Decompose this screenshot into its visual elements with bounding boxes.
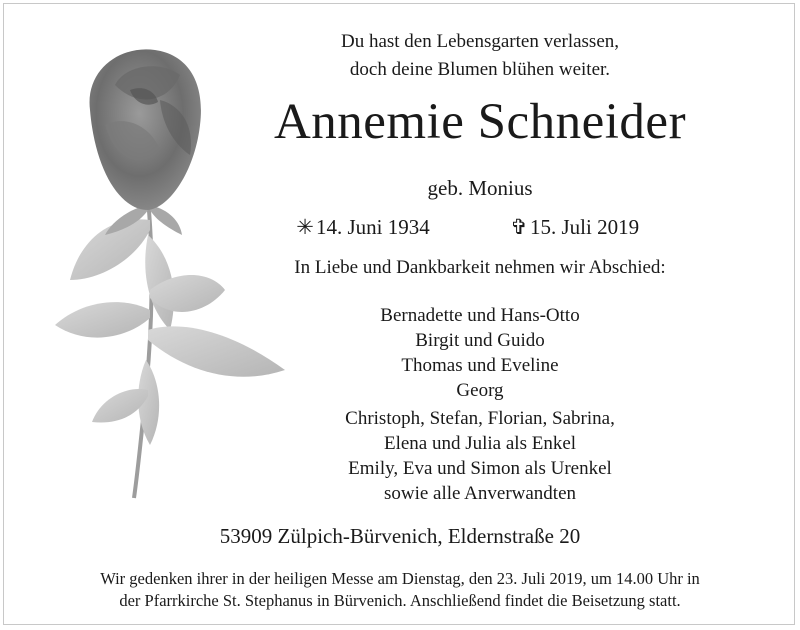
family-member: Georg bbox=[456, 380, 504, 401]
death-date: 15. Juli 2019 bbox=[530, 215, 640, 239]
verse-line: Du hast den Lebensgarten verlassen, bbox=[340, 31, 620, 52]
notice-line: der Pfarrkirche St. Stephanus in Bürvenich. Anschließend findet die Beisetzung statt. bbox=[119, 591, 681, 610]
birth-date: 14. Juni 1934 bbox=[316, 215, 430, 239]
address: 53909 Zülpich-Bürvenich, Eldernstraße 20 bbox=[219, 524, 581, 548]
death-date-group bbox=[508, 213, 639, 241]
birth-date-group bbox=[294, 213, 430, 241]
cross-icon: ✞ bbox=[510, 215, 528, 239]
life-dates bbox=[288, 213, 688, 243]
verse bbox=[190, 28, 770, 84]
grandchildren-list bbox=[190, 406, 770, 506]
grandchildren-line: Elena und Julia als Enkel bbox=[383, 433, 577, 454]
family-member: Thomas und Eveline bbox=[401, 355, 559, 376]
grandchildren-line: Christoph, Stefan, Florian, Sabrina, bbox=[345, 408, 615, 429]
mass-notice bbox=[10, 568, 790, 612]
notice-line: Wir gedenken ihrer in der heiligen Messe am Dienstag, den 23. Juli 2019, um 14.00 Uhr in bbox=[100, 569, 700, 588]
grandchildren-line: Emily, Eva und Simon als Urenkel bbox=[348, 458, 612, 479]
family-member: Birgit und Guido bbox=[415, 330, 545, 351]
star-icon: ✳ bbox=[296, 215, 314, 239]
maiden-name: geb. Monius bbox=[427, 176, 533, 200]
family-list bbox=[190, 303, 770, 403]
family-member: Bernadette und Hans-Otto bbox=[380, 305, 580, 326]
verse-line: doch deine Blumen blühen weiter. bbox=[349, 59, 611, 80]
deceased-name: Annemie Schneider bbox=[273, 94, 687, 150]
grandchildren-line: sowie alle Anverwandten bbox=[383, 483, 577, 504]
farewell-intro: In Liebe und Dankbarkeit nehmen wir Abschied: bbox=[294, 257, 666, 278]
